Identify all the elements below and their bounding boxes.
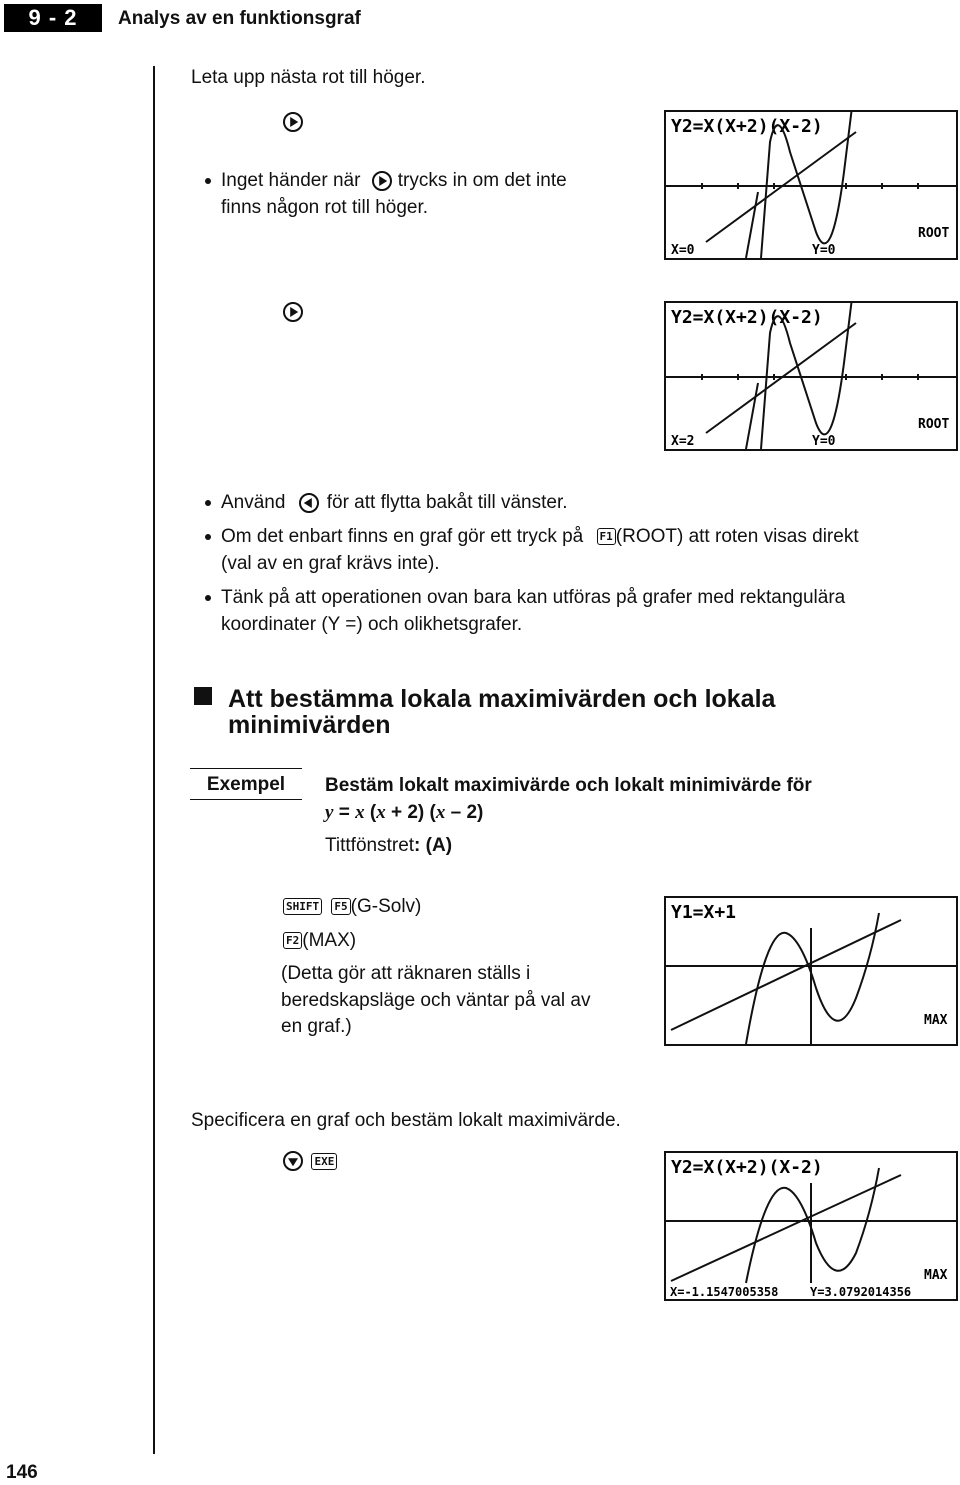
screen-x-readout: X=0: [671, 243, 695, 258]
step-specify-graph: Specificera en graf och bestäm lokalt maximivärde.: [191, 1110, 621, 1131]
f2-key-icon: F2: [283, 932, 302, 949]
calculator-screen-2: [664, 301, 958, 451]
right-arrow-key-icon: [283, 112, 303, 132]
graph-local-max: [666, 1153, 956, 1299]
graph-max-select: [666, 898, 956, 1044]
screen-title: Y1=X+1: [671, 902, 737, 923]
step-note-line1: (Detta gör att räknaren ställs i: [281, 963, 531, 984]
step-max-key: F2 (MAX): [283, 927, 356, 954]
example-equation: y = x (x + 2) (x – 2): [325, 802, 484, 823]
calculator-screen-1: [664, 110, 958, 260]
margin-rule: [153, 66, 155, 1454]
note-bullet-line2: finns någon rot till höger.: [221, 197, 429, 218]
screen-x-readout: X=-1.1547005358: [670, 1285, 779, 1299]
bullet-use-left: Använd för att flytta bakåt till vänster.: [205, 489, 568, 516]
screen-mode-label: MAX: [924, 1268, 948, 1283]
screen-title: Y2=X(X+2)(X-2): [671, 116, 823, 137]
example-instruction: Bestäm lokalt maximivärde och lokalt minimivärde för: [325, 775, 812, 796]
graph-root-x2: [666, 303, 956, 449]
section-title: Analys av en funktionsgraf: [118, 8, 361, 29]
down-arrow-key-icon: [283, 1151, 303, 1171]
section-square-icon: [194, 687, 212, 705]
screen-mode-label: ROOT: [918, 417, 950, 432]
page-number: 146: [6, 1462, 38, 1483]
calculator-screen-4: [664, 1151, 958, 1301]
exe-key-icon: EXE: [311, 1153, 337, 1170]
step-text-next-root: Leta upp nästa rot till höger.: [191, 67, 426, 88]
bullet-icon: [205, 178, 211, 184]
bullet-rectangular-line2: koordinater (Y =) och olikhetsgrafer.: [221, 614, 523, 635]
f1-key-icon: F1: [597, 528, 616, 545]
screen-title: Y2=X(X+2)(X-2): [671, 1157, 823, 1178]
f5-key-icon: F5: [331, 898, 350, 915]
bullet-icon: [205, 500, 211, 506]
left-arrow-key-icon: [299, 493, 319, 513]
screen-y-readout: Y=3.0792014356: [810, 1285, 912, 1299]
bullet-rectangular: Tänk på att operationen ovan bara kan utföras på grafer med rektangulära: [205, 584, 845, 611]
screen-y-readout: Y=0: [812, 243, 836, 258]
screen-x-readout: X=2: [671, 434, 695, 449]
example-label: Exempel: [190, 768, 302, 800]
bullet-single-graph: Om det enbart finns en graf gör ett tryck på F1 (ROOT) att roten visas direkt: [205, 523, 859, 550]
section-heading-line2: minimivärden: [228, 711, 391, 739]
bullet-single-graph-line2: (val av en graf krävs inte).: [221, 553, 440, 574]
step-note-line2: beredskapsläge och väntar på val av: [281, 990, 591, 1011]
screen-mode-label: ROOT: [918, 226, 950, 241]
screen-y-readout: Y=0: [812, 434, 836, 449]
bullet-icon: [205, 595, 211, 601]
step-keys-down-exe: [283, 1151, 337, 1171]
graph-root-x0: [666, 112, 956, 258]
shift-key-icon: SHIFT: [283, 898, 322, 915]
example-window: Tittfönstret: (A): [325, 835, 453, 856]
step-note-line3: en graf.): [281, 1016, 352, 1037]
note-bullet-no-root: Inget händer när trycks in om det inte: [205, 167, 567, 194]
calculator-screen-3: [664, 896, 958, 1046]
bullet-icon: [205, 534, 211, 540]
right-arrow-key-icon: [372, 171, 392, 191]
right-arrow-key-icon: [283, 302, 303, 322]
section-heading-line1: Att bestämma lokala maximivärden och lokala: [228, 685, 776, 713]
screen-title: Y2=X(X+2)(X-2): [671, 307, 823, 328]
step-gsolv-keys: SHIFT F5 (G-Solv): [283, 893, 421, 920]
section-number-badge: 9 - 2: [4, 4, 102, 32]
screen-mode-label: MAX: [924, 1013, 948, 1028]
